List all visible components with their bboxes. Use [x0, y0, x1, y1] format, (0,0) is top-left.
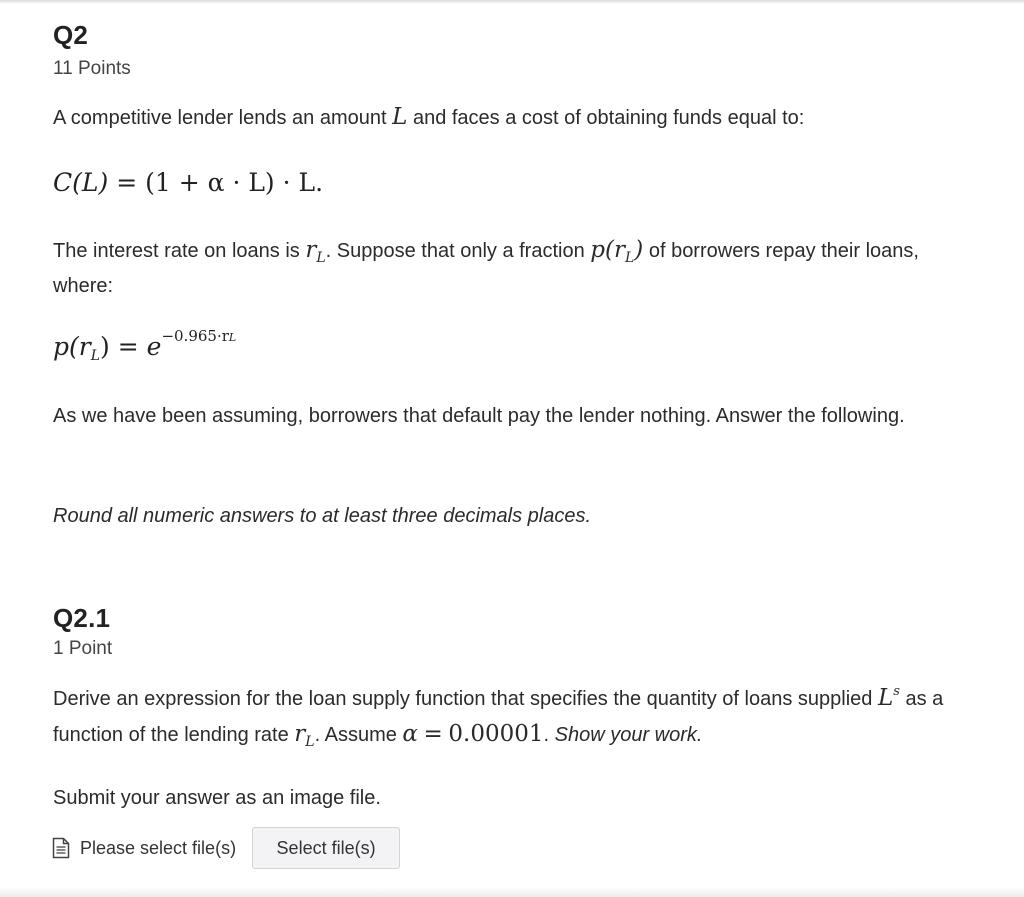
assume-text: . Assume	[314, 724, 397, 746]
show-work-text: Show your work.	[554, 724, 703, 746]
subquestion-title: Q2.1	[53, 603, 111, 633]
cost-eq-lhs: C(L)	[53, 168, 109, 197]
var-rL-sub: L	[305, 734, 315, 750]
repay-eq-lhs-sub: L	[90, 348, 101, 364]
task-text	[53, 682, 973, 754]
cost-equation	[53, 168, 323, 197]
repay-equation	[53, 327, 237, 364]
var-Ls: L	[877, 685, 894, 711]
cost-eq-rhs: (1 + α · L) · L.	[145, 168, 324, 197]
default-text: As we have been assuming, borrowers that default pay the lender nothing. Answer the following.	[53, 405, 905, 427]
var-r: r	[305, 237, 317, 263]
repay-eq-exponent: −0.965·r	[161, 327, 229, 345]
document-icon	[52, 837, 70, 859]
file-upload	[52, 826, 400, 870]
intro-text	[53, 101, 973, 135]
frac-fn-sub: L	[624, 250, 635, 266]
select-files-button[interactable]: Select file(s)	[252, 827, 400, 869]
repay-eq-equals: =	[117, 332, 139, 361]
rate-text-before: The interest rate on loans is	[53, 240, 300, 262]
repay-eq-exponent-sub: L	[228, 331, 237, 344]
rate-text-after: of borrowers repay their loans, where:	[53, 240, 919, 297]
var-Ls-sup: s	[893, 684, 900, 699]
period: .	[543, 724, 550, 746]
repay-eq-lhs: p(r	[53, 332, 91, 361]
submit-instruction: Submit your answer as an image file.	[53, 787, 381, 809]
frac-fn-close: )	[634, 237, 644, 263]
repay-eq-base: e	[146, 332, 162, 361]
subquestion-points: 1 Point	[53, 638, 113, 659]
var-r-sub: L	[316, 250, 326, 266]
repay-eq-lhs-close: )	[100, 332, 110, 361]
intro-text-before: A competitive lender lends an amount	[53, 107, 387, 129]
task-text-before: Derive an expression for the loan supply function that specifies the quantity of loans supplied	[53, 688, 873, 710]
rate-text-mid: . Suppose that only a fraction	[325, 240, 585, 262]
alpha-value: 0.00001	[448, 721, 544, 747]
question-title: Q2	[53, 20, 89, 50]
rate-text	[53, 234, 973, 303]
alpha-equals: =	[423, 721, 443, 747]
question-points: 11 Points	[53, 58, 131, 79]
var-alpha: α	[402, 721, 418, 747]
var-L: L	[392, 104, 408, 130]
top-shadow	[0, 0, 1024, 4]
upload-label: Please select file(s)	[80, 837, 237, 858]
var-rL: r	[294, 721, 306, 747]
rounding-note: Round all numeric answers to at least three decimals places.	[53, 505, 592, 527]
cost-eq-equals: =	[116, 168, 138, 197]
intro-text-after: and faces a cost of obtaining funds equal to:	[412, 107, 805, 129]
task-text-mid: as a function of the lending rate	[53, 688, 944, 746]
frac-fn: p(r	[590, 237, 625, 263]
bottom-shadow	[0, 887, 1024, 897]
